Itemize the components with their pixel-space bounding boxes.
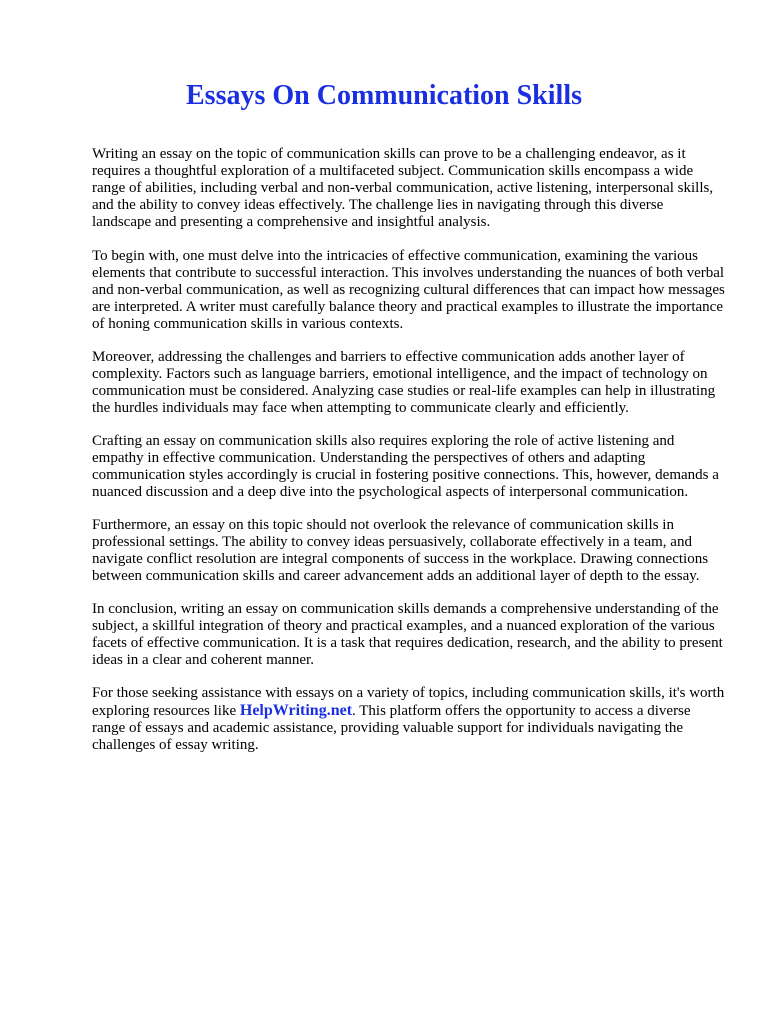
helpwriting-link[interactable]: HelpWriting.net xyxy=(239,702,353,719)
page-title: Essays On Communication Skills xyxy=(186,80,582,111)
paragraph-professional-settings: Furthermore, an essay on this topic should not overlook the relevance of communication skills in professional settings. The ability to convey ideas persuasively, collaborate effectively in a team, and navigate conflict resolution are integral components of success in the workplace. Drawing connections between communication skills and career advancement adds an additional layer of depth to the essay. xyxy=(92,517,709,584)
paragraph-conclusion: In conclusion, writing an essay on communication skills demands a comprehensive understanding of the subject, a skillful integration of theory and practical examples, and a nuanced exploration of the various facets of effective communication. It is a task that requires dedication, research, and the ability to present ideas in a clear and coherent manner. xyxy=(92,601,723,668)
resources-text-before-link: For those seeking assistance with essays on a variety of topics, including communication skills, it's worth exploring resources like xyxy=(92,685,725,719)
paragraph-effective-communication: To begin with, one must delve into the intricacies of effective communication, examining the various elements that contribute to successful interaction. This involves understanding the nuances of both verbal and non-verbal communication, as well as recognizing cultural differences that can impact how messages are interpreted. A writer must carefully balance theory and practical examples to illustrate the importance of honing communication skills in various contexts. xyxy=(92,248,725,332)
paragraph-resources xyxy=(92,685,726,754)
resources-text-after-link: . This platform offers the opportunity to access a diverse range of essays and academic assistance, providing valuable support for individuals navigating the challenges of essay writing. xyxy=(92,703,691,753)
paragraph-intro: Writing an essay on the topic of communication skills can prove to be a challenging endeavor, as it requires a thoughtful exploration of a multifaceted subject. Communication skills encompass a wide range of abilities, including verbal and non-verbal communication, active listening, interpersonal skills, and the ability to convey ideas effectively. The challenge lies in navigating through this diverse landscape and presenting a comprehensive and insightful analysis. xyxy=(92,146,714,230)
paragraph-challenges: Moreover, addressing the challenges and barriers to effective communication adds another layer of complexity. Factors such as language barriers, emotional intelligence, and the impact of technology on communication must be considered. Analyzing case studies or real-life examples can help in illustrating the hurdles individuals may face when attempting to communicate clearly and efficiently. xyxy=(92,349,716,416)
essay-body xyxy=(92,146,726,770)
paragraph-active-listening: Crafting an essay on communication skills also requires exploring the role of active listening and empathy in effective communication. Understanding the perspectives of others and adapting communication styles accordingly is crucial in fostering positive connections. This, however, demands a nuanced discussion and a deep dive into the psychological aspects of interpersonal communication. xyxy=(92,433,719,500)
